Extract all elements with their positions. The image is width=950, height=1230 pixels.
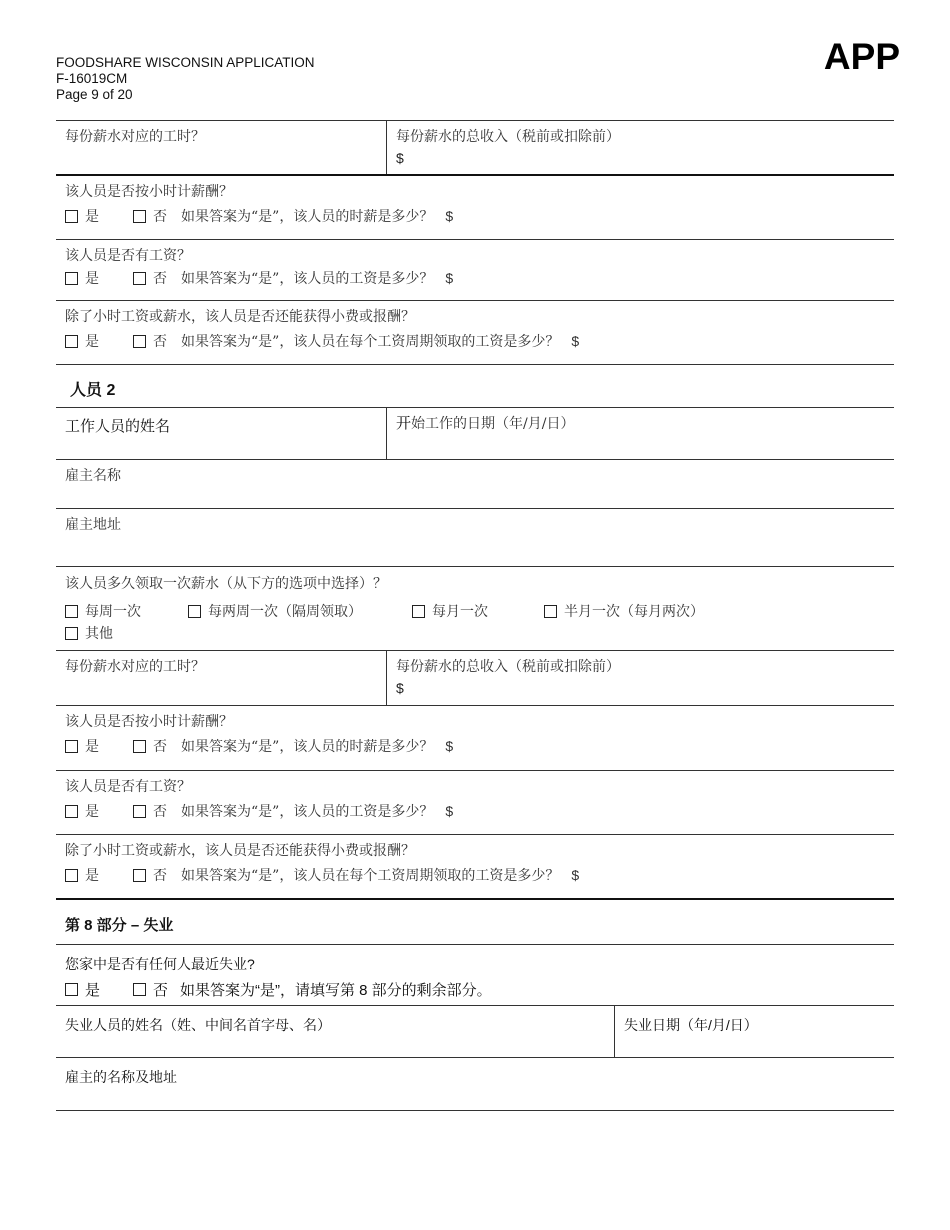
start-date-label [396,415,885,433]
hourly-question: 该人员是否按小时计薪酬？ [65,184,233,200]
pay-frequency-row [56,567,894,651]
worker-name-field[interactable] [56,408,387,459]
salary-amount-field[interactable]: $ [445,270,454,286]
employer-name-label: 雇主名称 [65,468,121,484]
hourly-followup: 如果答案为“是”，该人员的时薪是多少？ [181,739,434,755]
hourly-rate-field[interactable]: $ [445,208,454,224]
no-label: 否 [153,271,167,287]
hours-per-check-label: 每份薪水对应的工时？ [65,659,205,675]
employer-name-row[interactable] [56,460,894,509]
salary-no-checkbox[interactable] [133,272,146,285]
employer-name-address-row[interactable] [56,1058,894,1111]
salary-yes-checkbox[interactable] [65,272,78,285]
gross-income-field[interactable] [386,651,894,705]
hours-income-row-2 [56,651,894,706]
freq-weekly-label: 每周一次 [85,604,141,620]
start-date-rest: 始工作的日期（年/月/日） [411,416,575,432]
tips-question: 除了小时工资或薪水，该人员是否还能获得小费或报酬？ [65,309,415,325]
yes-label: 是 [85,209,99,225]
hours-per-check-field[interactable] [56,121,387,174]
gross-income-field[interactable] [386,121,894,174]
employer-name-address-label: 雇主的名称及地址 [65,1069,177,1085]
tips-row-2 [56,835,894,900]
hourly-no-checkbox[interactable] [133,210,146,223]
hours-per-check-label: 每份薪水对应的工时？ [65,129,205,145]
unemployment-question: 您家中是否有任何人最近失业? [65,956,255,972]
form-number: F-16019CM [56,71,128,86]
tips-amount-field[interactable]: $ [571,333,580,349]
section-8-heading-row [56,900,894,945]
freq-monthly-label: 每月一次 [432,604,488,620]
employer-address-row[interactable] [56,509,894,567]
salary-row [56,240,894,301]
tips-followup: 如果答案为“是”，该人员在每个工资周期领取的工资是多少？ [181,334,560,350]
freq-semimonthly-checkbox[interactable] [544,605,557,618]
tips-row [56,301,894,365]
tips-amount-field[interactable]: $ [571,867,580,883]
freq-other-label: 其他 [85,626,113,642]
salary-question: 该人员是否有工资？ [65,248,191,264]
hours-per-check-field[interactable] [56,651,387,705]
hourly-followup: 如果答案为“是”，该人员的时薪是多少？ [181,209,434,225]
salary-followup: 如果答案为“是”，该人员的工资是多少？ [181,804,434,820]
yes-label: 是 [85,334,99,350]
no-label: 否 [153,334,167,350]
tips-followup: 如果答案为“是”，该人员在每个工资周期领取的工资是多少？ [181,868,560,884]
person-title-number: 2 [106,382,116,399]
hourly-yes-checkbox[interactable] [65,210,78,223]
employer-address-label: 雇主地址 [65,517,121,533]
no-label: 否 [153,981,169,999]
no-label: 否 [153,209,167,225]
yes-label: 是 [85,271,99,287]
hourly-rate-field[interactable]: $ [445,738,454,754]
form-body [56,120,894,1111]
yes-label: 是 [85,981,101,999]
unemployment-date-field[interactable] [614,1006,894,1057]
unemployed-person-row [56,1006,894,1058]
start-date-field[interactable] [386,408,894,459]
freq-semimonthly-label: 半月一次（每月两次） [564,604,704,620]
form-title: FOODSHARE WISCONSIN APPLICATION [56,55,315,70]
tips-no-checkbox[interactable] [133,869,146,882]
currency-symbol: $ [396,680,404,696]
hourly-question: 该人员是否按小时计薪酬？ [65,714,233,730]
no-label: 否 [153,868,167,884]
salary-no-checkbox[interactable] [133,805,146,818]
hourly-row-2 [56,706,894,771]
no-label: 否 [153,739,167,755]
salary-row-2 [56,771,894,835]
gross-income-label: 每份薪水的总收入（税前或扣除前） [396,129,620,145]
pay-frequency-question: 该人员多久领取一次薪水（从下方的选项中选择）？ [65,576,387,592]
salary-followup: 如果答案为“是”，该人员的工资是多少？ [181,271,434,287]
worker-name-label: 工作人员的姓名 [65,418,171,435]
freq-weekly-checkbox[interactable] [65,605,78,618]
salary-amount-field[interactable]: $ [445,803,454,819]
hourly-no-checkbox[interactable] [133,740,146,753]
currency-symbol: $ [396,150,404,166]
page-number: Page 9 of 20 [56,87,133,102]
tips-yes-checkbox[interactable] [65,335,78,348]
person-2-heading-row [56,365,894,408]
section-8-heading: 第 8 部分 – 失业 [65,917,174,934]
yes-label: 是 [85,739,99,755]
hours-income-row [56,120,894,176]
unemployment-yes-checkbox[interactable] [65,983,78,996]
hourly-row [56,176,894,240]
unemployment-question-row [56,945,894,1006]
yes-label: 是 [85,868,99,884]
freq-monthly-checkbox[interactable] [412,605,425,618]
tips-yes-checkbox[interactable] [65,869,78,882]
freq-biweekly-checkbox[interactable] [188,605,201,618]
unemployed-name-label: 失业人员的姓名（姓、中间名首字母、名） [65,1017,331,1033]
salary-question: 该人员是否有工资？ [65,779,191,795]
tips-question: 除了小时工资或薪水，该人员是否还能获得小费或报酬？ [65,843,415,859]
app-badge: APP [823,36,900,77]
unemployment-no-checkbox[interactable] [133,983,146,996]
worker-row [56,408,894,460]
yes-label: 是 [85,804,99,820]
salary-yes-checkbox[interactable] [65,805,78,818]
tips-no-checkbox[interactable] [133,335,146,348]
hourly-yes-checkbox[interactable] [65,740,78,753]
freq-other-checkbox[interactable] [65,627,78,640]
person-2-heading [56,365,894,400]
unemployment-date-label: 失业日期（年/月/日） [624,1017,758,1033]
start-date-prefix: 开 [396,415,412,432]
unemployed-name-field[interactable] [56,1006,615,1057]
form-header [56,55,315,103]
no-label: 否 [153,804,167,820]
gross-income-label: 每份薪水的总收入（税前或扣除前） [396,659,620,675]
freq-biweekly-label: 每两周一次（隔周领取） [208,604,362,620]
unemployment-followup: 如果答案为“是”，请填写第 8 部分的剩余部分。 [180,981,492,999]
person-title-prefix: 人员 [70,382,103,399]
